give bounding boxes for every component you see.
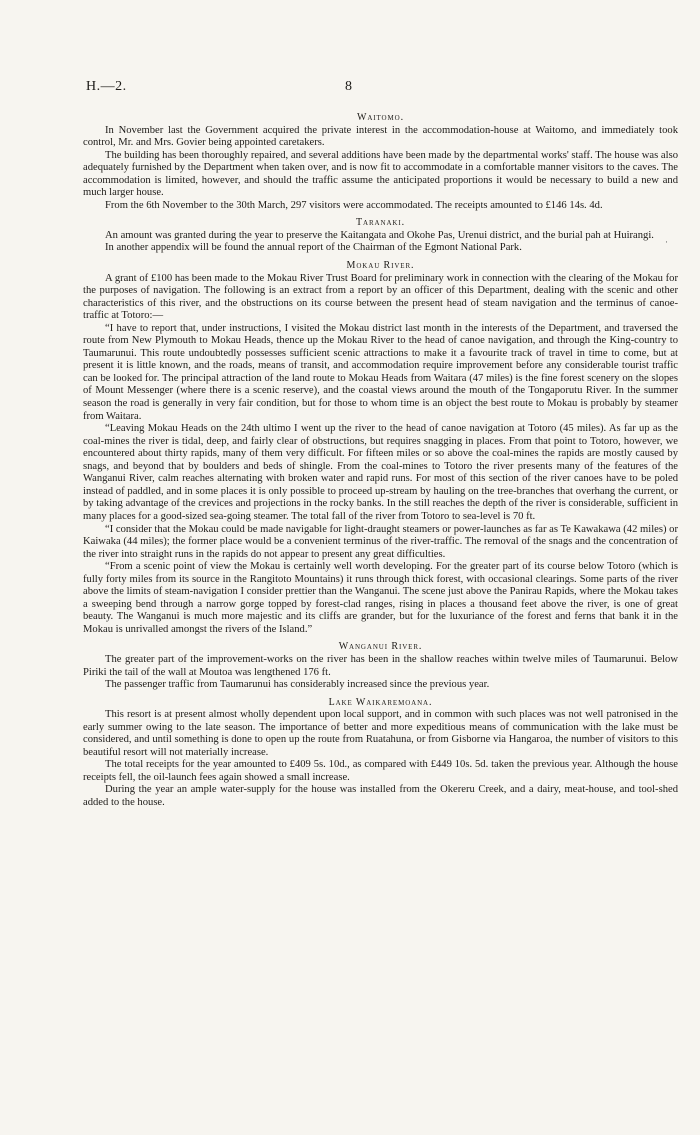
quoted-paragraph: “Leaving Mokau Heads on the 24th ultimo I went up the river to the head of canoe navigation at Totoro (45 miles). As far up as the coal-mines the river is tidal, deep, and fairly clear of obstructions, but requires snagging in places. From that point to Totoro, however, we encountered about thirty rapids, many of them very difficult. For fifteen miles or so above the coal-mines the rapids are mostly caused by snags, and beyond that by boulders and beds of shingle. From the coal-mines to Totoro the river presents many of the features of the Wanganui River, calm reaches alternating with broken water and rapid runs. For most of this section of the river canoes have to be poled instead of paddled, and in some places it is only possible to proceed up-stream by hauling on the tree-branches that overhang the current, or by taking advantage of the crevices and projections in the rocky banks. In the still reaches the depth of the river is considerable, sufficient in many places for a good-sized sea-going steamer. The total fall of the river from Totoro to sea-level is 70 ft. <box>83 423 678 522</box>
page-body <box>83 112 678 810</box>
section-heading-lake-waikaremoana: Lake Waikaremoana. <box>328 696 433 708</box>
margin-mark: · <box>665 237 668 247</box>
paragraph: An amount was granted during the year to preserve the Kaitangata and Okohe Pas, Urenui district, and the burial pah at Huirangi. <box>105 229 654 241</box>
paragraph: The passenger traffic from Taumarunui has considerably increased since the previous year. <box>105 679 490 691</box>
quoted-paragraph: “I have to report that, under instructions, I visited the Mokau district last month in the interests of the Department, and traversed the route from New Plymouth to Mokau Heads, thence up the Mokau River to the head of canoe navigation, and through the King-country to Taumarunui. This route undoubtedly possesses sufficient scenic attractions to make it a favourite track of travel in time to come, but at present it is little known, and the roads, means of transit, and accommodation require improvement before any considerable tourist traffic can be looked for. The principal attraction of the land route to Mokau Heads from Waitara (47 miles) is the fine forest scenery on the slopes of Mount Messenger (where there is a scenic reserve), and the coastal views around the mouth of the Tongaporutu River. In the summer season the road is generally in very fair condition, but for those to whom time is an object the best route to Mokau is probably by steamer from Waitara. <box>83 322 678 422</box>
paragraph: In another appendix will be found the annual report of the Chairman of the Egmont National Park. <box>105 242 522 254</box>
page-number: 8 <box>345 79 352 94</box>
paragraph: In November last the Government acquired the private interest in the accommodation-house at Waitomo, and immediately took control, Mr. and Mrs. Govier being appointed caretakers. <box>83 124 678 149</box>
paragraph: The greater part of the improvement-works on the river has been in the shallow reaches within twelve miles of Taumarunui. Below Piriki the tail of the wall at Moutoa was lengthened 176 ft. <box>83 653 678 678</box>
paragraph: This resort is at present almost wholly dependent upon local support, and in common with such places was not well patronised in the early summer owing to the late season. The importance of better and more expeditious means of communication with the lake must be considered, and until something is done to open up the route from Ruatahuna, or from Gisborne via Hangaroa, the number of visitors to this beautiful resort will not materially increase. <box>83 709 678 758</box>
parliamentary-paper-ref: H.—2. <box>86 79 127 94</box>
section-heading-wanganui-river: Wanganui River. <box>338 641 423 653</box>
section-heading-taranaki: Taranaki. <box>356 217 405 229</box>
paragraph: A grant of £100 has been made to the Mokau River Trust Board for preliminary work in connection with the clearing of the Mokau for the purposes of navigation. The following is an extract from a report by an officer of this Department, dealing with the scenic and other characteristics of this river, and the obstructions on its course between the present head of steam navigation and the terminus of canoe-traffic at Totoro:— <box>83 272 678 322</box>
quoted-paragraph: “I consider that the Mokau could be made navigable for light-draught steamers or power-launches as far as Te Kawakawa (42 miles) or Kaiwaka (44 miles); the former place would be a convenient terminus of the river-traffic. The removal of the snags and the concentration of the river into straight runs in the rapids do not appear to present any great difficulties. <box>83 523 678 560</box>
paragraph: During the year an ample water-supply for the house was installed from the Okereru Creek, and a dairy, meat-house, and tool-shed added to the house. <box>83 784 678 808</box>
section-heading-waitomo: Waitomo. <box>356 112 404 123</box>
paragraph: From the 6th November to the 30th March, 297 visitors were accommodated. The receipts amounted to £146 14s. 4d. <box>105 199 603 211</box>
quoted-paragraph: “From a scenic point of view the Mokau is certainly well worth developing. For the greater part of its course below Totoro (which is fully forty miles from its source in the Rangitoto Mountains) it runs through thick forest, with occasional clearings. Some parts of the river above the limits of steam-navigation I consider prettier than the Wanganui. The scene just above the Panirau Rapids, where the Mokau takes a sweeping bend through a narrow gorge topped by forest-clad ranges, rising in places a thousand feet above the river, is one of great beauty. The Wanganui is much more majestic and its cliffs are grander, but for the luxuriance of the forest and ferns that bank it in the Mokau is unrivalled amongst the rivers of the Island.” <box>83 561 678 635</box>
section-heading-mokau-river: Mokau River. <box>346 260 415 272</box>
paragraph: The total receipts for the year amounted to £409 5s. 10d., as compared with £449 10s. 5d. taken the previous year. Although the house receipts fell, the oil-launch fees again showed a small increase. <box>83 759 678 783</box>
paragraph: The building has been thoroughly repaired, and several additions have been made by the departmental works' staff. The house was also adequately furnished by the Department when taken over, and is now fit to accommodate in a comfortable manner visitors to the caves. The accommodation is limited, however, and should the traffic assume the anticipated proportions it would be necessary to build a new and much larger house. <box>83 149 678 199</box>
